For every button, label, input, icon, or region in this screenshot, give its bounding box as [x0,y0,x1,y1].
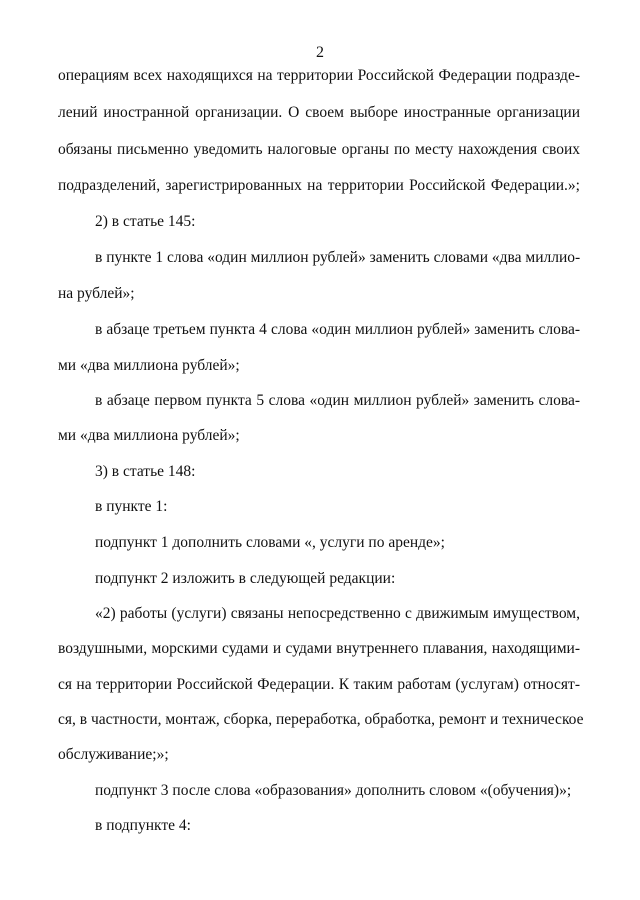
text-line: ся, в частности, монтаж, сборка, переработка, обработка, ремонт и техническое [58,711,584,728]
text-line: в пункте 1: [95,498,168,515]
text-line: ми «два миллиона рублей»; [58,357,240,374]
text-line: операциям всех находящихся на территории Российской Федерации подразде- [58,67,580,84]
text-line: в абзаце первом пункта 5 слова «один миллион рублей» заменить слова- [95,392,580,409]
page-number: 2 [316,44,324,61]
text-line: обслуживание;»; [58,746,169,763]
text-line: ся на территории Российской Федерации. К таким работам (услугам) относят- [58,676,580,693]
text-line: воздушными, морскими судами и судами внутреннего плавания, находящими- [58,640,580,657]
text-line: подпункт 1 дополнить словами «, услуги по аренде»; [95,534,445,551]
text-line: ми «два миллиона рублей»; [58,427,240,444]
text-line: в пункте 1 слова «один миллион рублей» заменить словами «два миллио- [95,249,581,266]
text-line: в подпункте 4: [95,817,191,834]
text-line: подразделений, зарегистрированных на территории Российской Федерации.»; [58,177,580,194]
text-line: «2) работы (услуги) связаны непосредственно с движимым имуществом, [95,605,580,622]
text-line: обязаны письменно уведомить налоговые органы по месту нахождения своих [58,141,580,158]
text-line: на рублей»; [58,285,135,302]
text-line: 3) в статье 148: [95,463,196,480]
text-line: подпункт 3 после слова «образования» дополнить словом «(обучения)»; [95,782,572,799]
text-line: подпункт 2 изложить в следующей редакции: [95,570,396,587]
text-line: 2) в статье 145: [95,213,196,230]
text-line: лений иностранной организации. О своем выборе иностранные организации [58,104,580,121]
text-line: в абзаце третьем пункта 4 слова «один миллион рублей» заменить слова- [95,321,580,338]
